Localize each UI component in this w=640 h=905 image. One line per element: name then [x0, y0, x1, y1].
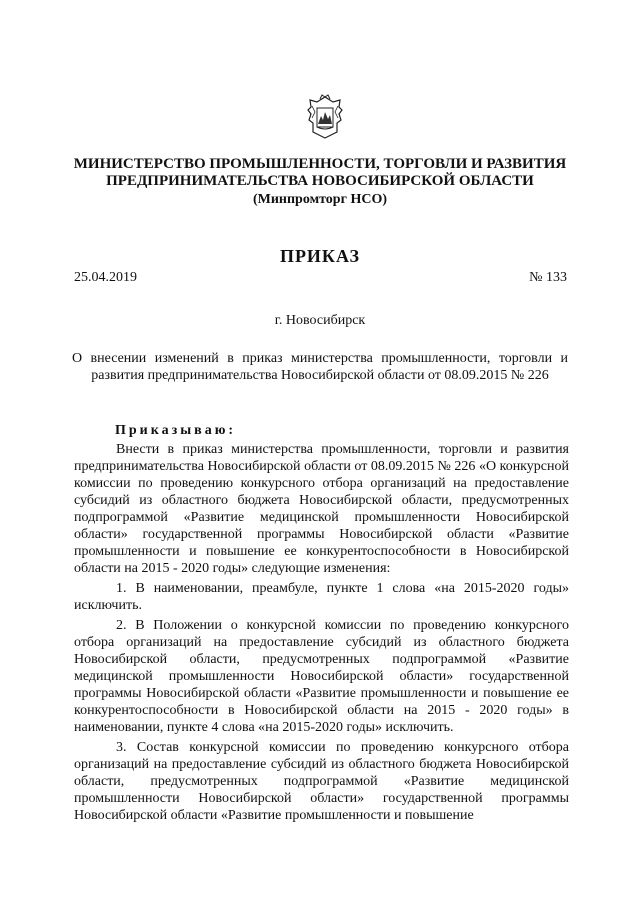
paragraph-item-1: 1. В наименовании, преамбуле, пункте 1 слова «на 2015-2020 годы» исключить.: [74, 581, 569, 613]
ministry-header: [60, 156, 580, 208]
order-city: г. Новосибирск: [274, 313, 366, 328]
order-subject: О внесении изменений в приказ министерства промышленности, торговли и развития предпринимательства Новосибирской области от 08.09.2015 № 226: [72, 351, 568, 383]
paragraph-intro: Внести в приказ министерства промышленности, торговли и развития предпринимательства Новосибирской области от 08.09.2015 № 226 «О конкурсной комиссии по проведению конкурсного отбора организаций на предоставление субсидий из областного бюджета Новосибирской области, предусмотренных подпрограммой «Развитие медицинской промышленности Новосибирской области» государственной программы Новосибирской области «Развитие промышленности и повышение ее конкурентоспособности в Новосибирской области на 2015 - 2020 годы» следующие изменения:: [74, 442, 569, 576]
coat-of-arms-emblem: [306, 94, 344, 140]
order-number: № 133: [529, 270, 567, 285]
ministry-name-line1: МИНИСТЕРСТВО ПРОМЫШЛЕННОСТИ, ТОРГОВЛИ И РАЗВИТИЯ: [73, 156, 567, 172]
paragraph-item-2: 2. В Положении о конкурсной комиссии по проведению конкурсного отбора организаций на предоставление субсидий из областного бюджета Новосибирской области, предусмотренных подпрограммой «Развитие медицинской промышленности Новосибирской области» государственной программы Новосибирской области «Развитие промышленности и повышение ее конкурентоспособности в Новосибирской области на 2015 - 2020 годы» в наименовании, пункте 4 слова «на 2015-2020 годы» исключить.: [74, 618, 569, 735]
document-title: ПРИКАЗ: [279, 246, 361, 266]
ministry-name-line2: ПРЕДПРИНИМАТЕЛЬСТВА НОВОСИБИРСКОЙ ОБЛАСТИ: [106, 173, 534, 189]
order-body: [74, 441, 569, 827]
ministry-short-name: (Минпромторг НСО): [252, 192, 388, 207]
order-date: 25.04.2019: [74, 270, 137, 285]
paragraph-item-3: 3. Состав конкурсной комиссии по проведению конкурсного отбора организаций на предоставление субсидий из областного бюджета Новосибирской области, предусмотренных подпрограммой «Развитие медицинской промышленности Новосибирской области» государственной программы Новосибирской области «Развитие промышленности и повышение: [74, 740, 569, 823]
order-directive: Приказываю:: [115, 423, 237, 438]
